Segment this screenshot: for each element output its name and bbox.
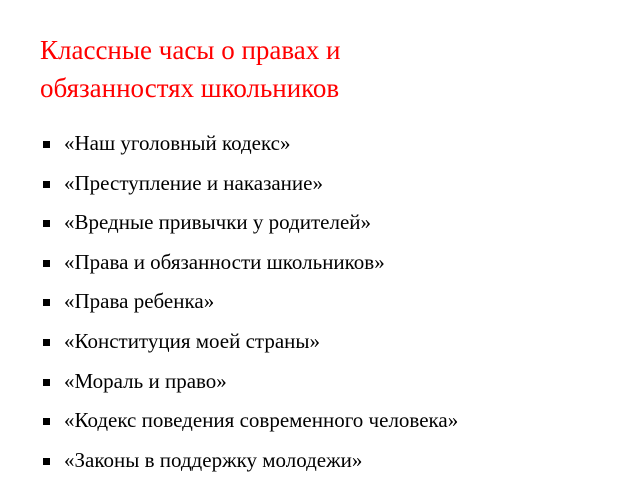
list-item [40, 124, 630, 164]
list-item [40, 362, 630, 402]
list-item-text: «Вредные привычки у родителей» [64, 210, 372, 235]
list-item [40, 322, 630, 362]
list-item-text: «Кодекс поведения современного человека» [64, 408, 459, 433]
title-line: Классные часы о правах и [40, 35, 341, 65]
square-bullet-icon [43, 299, 50, 306]
square-bullet-icon [43, 339, 50, 346]
list-item [40, 164, 630, 204]
list-item [40, 282, 630, 322]
square-bullet-icon [43, 418, 50, 425]
topic-list [40, 124, 630, 480]
list-item-text: «Наш уголовный кодекс» [64, 131, 291, 155]
list-item [40, 243, 630, 283]
square-bullet-icon [43, 141, 50, 148]
list-item-text: «Конституция моей страны» [64, 328, 320, 353]
square-bullet-icon [43, 458, 50, 465]
square-bullet-icon [43, 181, 50, 188]
list-item-text: «Права и обязанности школьников» [64, 249, 385, 274]
title-line: обязанностях школьников [40, 73, 340, 103]
square-bullet-icon [43, 220, 50, 227]
list-item [40, 401, 630, 441]
list-item-text: «Законы в поддержку молодежи» [64, 447, 363, 472]
list-item-text: «Мораль и право» [64, 368, 227, 393]
square-bullet-icon [43, 379, 50, 386]
square-bullet-icon [43, 260, 50, 267]
list-item [40, 441, 630, 480]
list-item-text: «Права ребенка» [64, 289, 215, 314]
list-item [40, 203, 630, 243]
page-title [40, 31, 600, 107]
list-item-text: «Преступление и наказание» [64, 170, 323, 195]
